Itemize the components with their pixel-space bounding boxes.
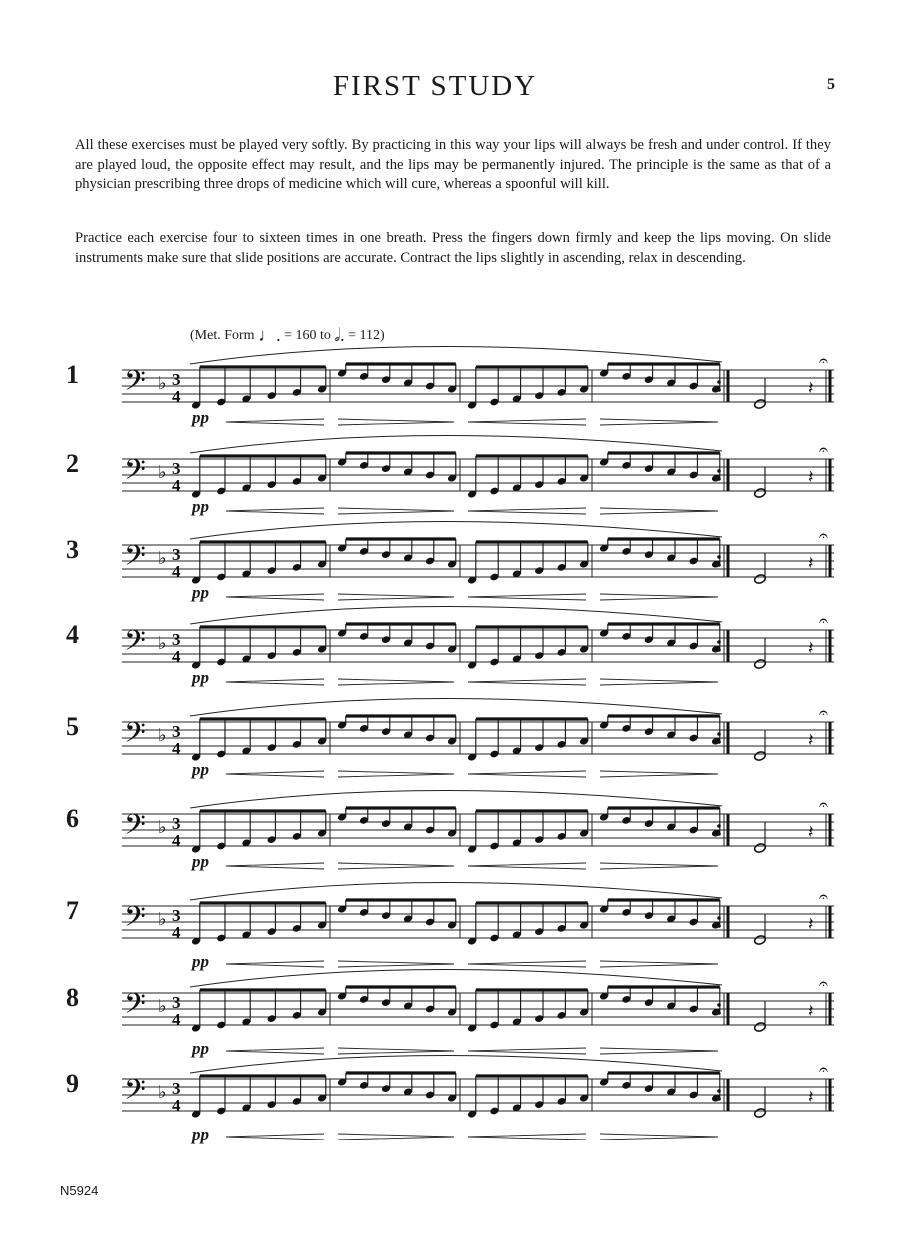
crescendo-hairpin xyxy=(226,863,324,869)
crescendo-hairpin xyxy=(468,863,586,869)
slur xyxy=(190,1055,722,1073)
crescendo-hairpin xyxy=(226,1134,324,1140)
decrescendo-hairpin xyxy=(338,961,454,967)
bass-clef-icon: 𝄢 xyxy=(124,808,146,849)
crescendo-hairpin xyxy=(468,508,586,514)
decrescendo-hairpin xyxy=(338,594,454,600)
crescendo-hairpin xyxy=(468,594,586,600)
crescendo-hairpin xyxy=(226,508,324,514)
dynamic-marking: pp xyxy=(192,668,209,687)
instruction-paragraph-1: All these exercises must be played very softly. By practicing in this way your lips will always be fresh and under control. If they are played loud, the opposite effect may result, and the lips may be permanently injured. The principle is the same as that of a physician prescribing three drops of medicine which will cure, whereas a spoonful will kill. xyxy=(75,137,831,192)
music-score xyxy=(0,340,900,1140)
flat-icon: ♭ xyxy=(158,548,167,570)
time-signature-top: 3 xyxy=(172,722,181,742)
crescendo-hairpin xyxy=(468,1134,586,1140)
time-signature-bottom: 4 xyxy=(172,739,181,758)
slur xyxy=(190,346,722,364)
flat-icon: ♭ xyxy=(158,996,167,1018)
decrescendo-hairpin xyxy=(600,771,718,777)
time-signature-bottom: 4 xyxy=(172,562,181,581)
flat-icon: ♭ xyxy=(158,1082,167,1104)
decrescendo-hairpin xyxy=(600,863,718,869)
dynamic-marking: pp xyxy=(192,1039,209,1058)
fermata-icon: 𝄐 xyxy=(819,1060,828,1079)
time-signature-bottom: 4 xyxy=(172,476,181,495)
decrescendo-hairpin xyxy=(600,679,718,685)
instruction-paragraph-2: Practice each exercise four to sixteen times in one breath. Press the fingers down firmly and keep the lips moving. On slide instruments make sure that slide positions are accurate. Contract the lips slightly in ascending, relax in descending. xyxy=(75,230,831,266)
exercise-number: 6 xyxy=(66,804,79,833)
quarter-rest-icon: 𝄽 xyxy=(808,638,814,659)
exercise-number: 8 xyxy=(66,983,79,1012)
dotted-quarter-note-icon: ♩. xyxy=(258,325,281,345)
exercise-number: 4 xyxy=(66,620,79,649)
time-signature-top: 3 xyxy=(172,370,181,390)
flat-icon: ♭ xyxy=(158,817,167,839)
catalog-code: N5924 xyxy=(60,1183,99,1198)
bass-clef-icon: 𝄢 xyxy=(124,453,146,494)
dotted-half-note-icon: 𝅗𝅥. xyxy=(334,325,345,345)
fermata-icon: 𝄐 xyxy=(819,887,828,906)
quarter-rest-icon: 𝄽 xyxy=(808,914,814,935)
time-signature-top: 3 xyxy=(172,545,181,565)
time-signature-top: 3 xyxy=(172,459,181,479)
flat-icon: ♭ xyxy=(158,373,167,395)
crescendo-hairpin xyxy=(468,1048,586,1054)
flat-icon: ♭ xyxy=(158,462,167,484)
bass-clef-icon: 𝄢 xyxy=(124,364,146,405)
time-signature-top: 3 xyxy=(172,1079,181,1099)
flat-icon: ♭ xyxy=(158,725,167,747)
time-signature-top: 3 xyxy=(172,993,181,1013)
slur xyxy=(190,521,722,539)
crescendo-hairpin xyxy=(226,419,324,425)
slur xyxy=(190,969,722,987)
slur xyxy=(190,882,722,900)
crescendo-hairpin xyxy=(226,594,324,600)
decrescendo-hairpin xyxy=(338,863,454,869)
slur xyxy=(190,790,722,808)
quarter-rest-icon: 𝄽 xyxy=(808,467,814,488)
time-signature-top: 3 xyxy=(172,814,181,834)
dynamic-marking: pp xyxy=(192,760,209,779)
time-signature-bottom: 4 xyxy=(172,1096,181,1115)
exercise-number: 1 xyxy=(66,360,79,389)
quarter-rest-icon: 𝄽 xyxy=(808,822,814,843)
time-signature-bottom: 4 xyxy=(172,831,181,850)
fermata-icon: 𝄐 xyxy=(819,703,828,722)
quarter-rest-icon: 𝄽 xyxy=(808,1001,814,1022)
decrescendo-hairpin xyxy=(600,419,718,425)
decrescendo-hairpin xyxy=(338,679,454,685)
decrescendo-hairpin xyxy=(600,961,718,967)
bass-clef-icon: 𝄢 xyxy=(124,900,146,941)
fermata-icon: 𝄐 xyxy=(819,440,828,459)
decrescendo-hairpin xyxy=(338,508,454,514)
dynamic-marking: pp xyxy=(192,497,209,516)
crescendo-hairpin xyxy=(226,679,324,685)
time-signature-top: 3 xyxy=(172,630,181,650)
slur xyxy=(190,435,722,453)
dynamic-marking: pp xyxy=(192,583,209,602)
dynamic-marking: pp xyxy=(192,408,209,427)
metronome-to: to xyxy=(319,328,331,343)
crescendo-hairpin xyxy=(468,771,586,777)
fermata-icon: 𝄐 xyxy=(819,351,828,370)
dynamic-marking: pp xyxy=(192,952,209,971)
decrescendo-hairpin xyxy=(338,771,454,777)
slur xyxy=(190,698,722,716)
flat-icon: ♭ xyxy=(158,633,167,655)
metronome-value-slow: = 112) xyxy=(348,328,385,343)
fermata-icon: 𝄐 xyxy=(819,526,828,545)
decrescendo-hairpin xyxy=(600,508,718,514)
quarter-rest-icon: 𝄽 xyxy=(808,553,814,574)
decrescendo-hairpin xyxy=(338,1048,454,1054)
page-title: FIRST STUDY xyxy=(332,70,538,102)
crescendo-hairpin xyxy=(226,961,324,967)
crescendo-hairpin xyxy=(226,771,324,777)
crescendo-hairpin xyxy=(226,1048,324,1054)
flat-icon: ♭ xyxy=(158,909,167,931)
exercise-number: 7 xyxy=(66,896,79,925)
page-number: 5 xyxy=(827,76,835,93)
bass-clef-icon: 𝄢 xyxy=(124,624,146,665)
exercise-number: 2 xyxy=(66,449,79,478)
decrescendo-hairpin xyxy=(338,419,454,425)
quarter-rest-icon: 𝄽 xyxy=(808,730,814,751)
fermata-icon: 𝄐 xyxy=(819,611,828,630)
fermata-icon: 𝄐 xyxy=(819,795,828,814)
decrescendo-hairpin xyxy=(600,594,718,600)
metronome-prefix: (Met. Form xyxy=(190,328,255,343)
bass-clef-icon: 𝄢 xyxy=(124,1073,146,1114)
decrescendo-hairpin xyxy=(600,1048,718,1054)
bass-clef-icon: 𝄢 xyxy=(124,539,146,580)
crescendo-hairpin xyxy=(468,419,586,425)
crescendo-hairpin xyxy=(468,679,586,685)
exercise-number: 9 xyxy=(66,1069,79,1098)
fermata-icon: 𝄐 xyxy=(819,974,828,993)
dynamic-marking: pp xyxy=(192,852,209,871)
exercise-number: 3 xyxy=(66,535,79,564)
time-signature-bottom: 4 xyxy=(172,387,181,406)
quarter-rest-icon: 𝄽 xyxy=(808,378,814,399)
time-signature-bottom: 4 xyxy=(172,1010,181,1029)
time-signature-top: 3 xyxy=(172,906,181,926)
metronome-value-fast: = 160 xyxy=(284,328,317,343)
time-signature-bottom: 4 xyxy=(172,923,181,942)
exercise-number: 5 xyxy=(66,712,79,741)
bass-clef-icon: 𝄢 xyxy=(124,716,146,757)
quarter-rest-icon: 𝄽 xyxy=(808,1087,814,1108)
slur xyxy=(190,606,722,624)
crescendo-hairpin xyxy=(468,961,586,967)
time-signature-bottom: 4 xyxy=(172,647,181,666)
decrescendo-hairpin xyxy=(338,1134,454,1140)
decrescendo-hairpin xyxy=(600,1134,718,1140)
dynamic-marking: pp xyxy=(192,1125,209,1144)
bass-clef-icon: 𝄢 xyxy=(124,987,146,1028)
